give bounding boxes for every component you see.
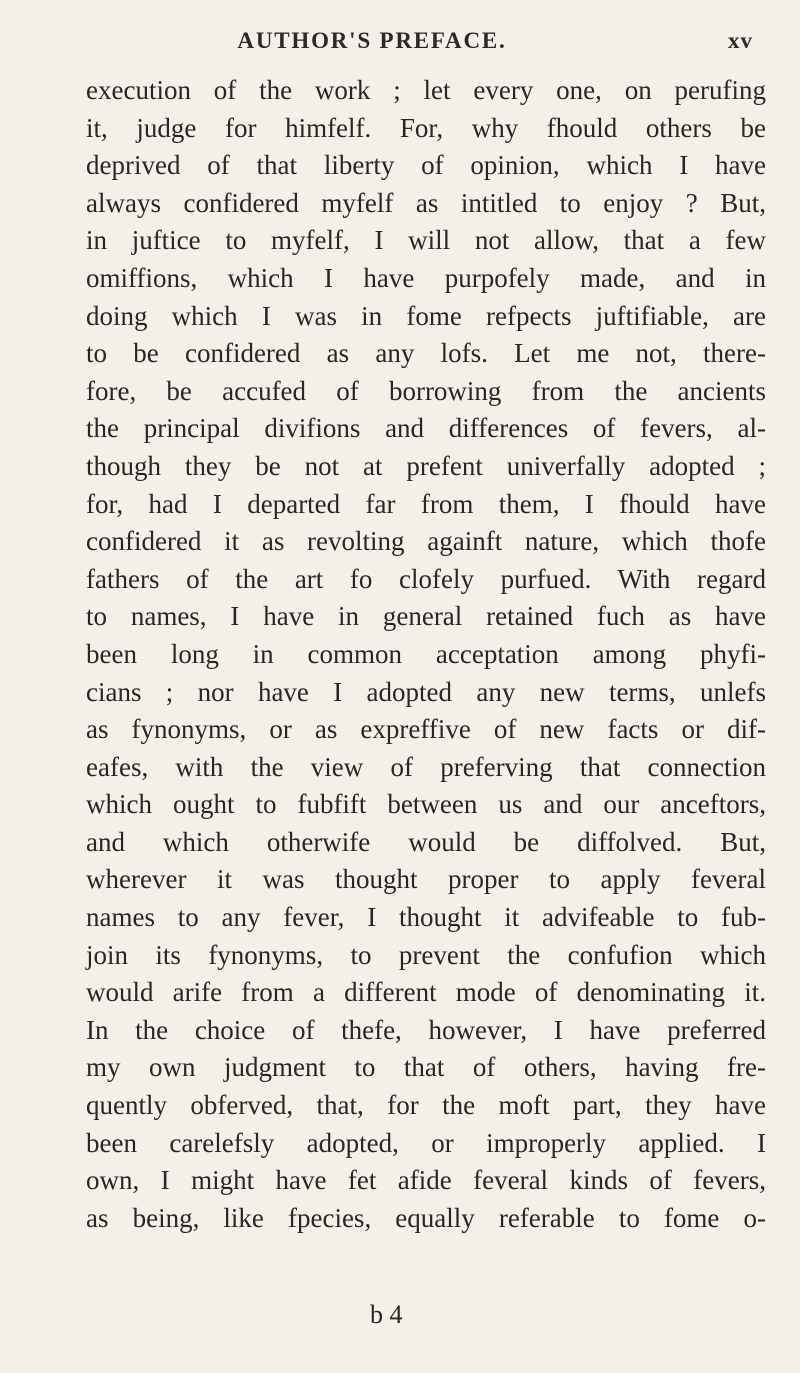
text-line: own, I might have fet afide feveral kinds of fevers,	[86, 1165, 766, 1196]
running-title: AUTHOR'S PREFACE.	[237, 28, 507, 53]
text-line: which ought to fubfift between us and our anceftors,	[86, 789, 766, 820]
text-line: confidered it as revolting againft nature, which thofe	[86, 526, 766, 557]
text-line: been long in common acceptation among phyfi-	[86, 638, 766, 669]
text-line: fathers of the art fo clofely purfued. With regard	[86, 563, 766, 594]
text-line: fore, be accufed of borrowing from the ancients	[86, 375, 766, 406]
text-line: eafes, with the view of preferving that connection	[86, 751, 766, 782]
text-line: omiffions, which I have purpofely made, and in	[86, 262, 766, 293]
text-line: In the choice of thefe, however, I have preferred	[86, 1014, 766, 1045]
text-line: my own judgment to that of others, having fre-	[86, 1052, 766, 1083]
text-line: quently obferved, that, for the moft part, they have	[86, 1090, 766, 1121]
text-line: to names, I have in general retained fuch as have	[86, 601, 766, 632]
text-line: as being, like fpecies, equally referable to fome o-	[86, 1202, 766, 1233]
text-line: as fynonyms, or as expreffive of new facts or dif-	[86, 714, 766, 745]
text-line: join its fynonyms, to prevent the confufion which	[86, 939, 766, 970]
page-number: xv	[728, 28, 753, 53]
text-line: names to any fever, I thought it advifeable to fub-	[86, 902, 766, 933]
text-line: been carelefsly adopted, or improperly applied. I	[86, 1127, 766, 1158]
body-text	[86, 72, 766, 1237]
text-line: to be confidered as any lofs. Let me not, there-	[86, 338, 766, 369]
text-line: would arife from a different mode of denominating it.	[86, 977, 766, 1008]
text-line: deprived of that liberty of opinion, which I have	[86, 150, 766, 181]
text-line: in juftice to myfelf, I will not allow, that a few	[86, 225, 766, 256]
text-line: the principal divifions and differences of fevers, al-	[86, 413, 766, 444]
text-line: always confidered myfelf as intitled to enjoy ? But,	[86, 187, 766, 218]
text-line: execution of the work ; let every one, on perufing	[86, 75, 766, 105]
text-line: doing which I was in fome refpects juftifiable, are	[86, 300, 766, 331]
text-line: cians ; nor have I adopted any new terms, unlefs	[86, 676, 766, 707]
text-line: for, had I departed far from them, I fhould have	[86, 488, 766, 519]
text-line: it, judge for himfelf. For, why fhould others be	[86, 112, 766, 143]
text-line: and which otherwife would be diffolved. But,	[86, 826, 766, 857]
signature-mark: b 4	[370, 1300, 403, 1329]
running-head	[0, 28, 800, 68]
text-line: though they be not at prefent univerfally adopted ;	[86, 450, 766, 481]
text-line: wherever it was thought proper to apply feveral	[86, 864, 766, 895]
